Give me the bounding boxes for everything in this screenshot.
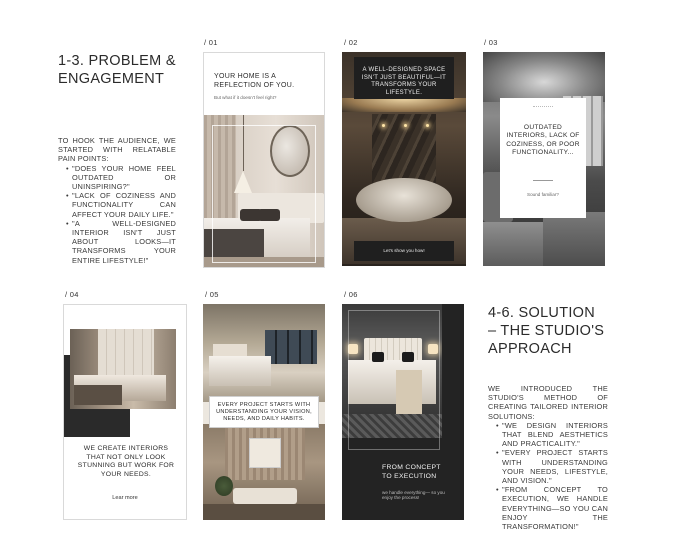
section-2-intro: WE INTRODUCED THE STUDIO'S METHOD OF CREATING TAILORED INTERIOR SOLUTIONS: <box>488 384 608 421</box>
section-1-bullet: • "LACK OF COZINESS AND FUNCTIONALITY CAN AFFECT YOUR DAILY LIFE." <box>66 191 176 219</box>
section-2-bullet: • "FROM CONCEPT TO EXECUTION, WE HANDLE EVERYTHING—SO YOU CAN ENJOY THE TRANSFORMATION!" <box>496 485 608 531</box>
cta-panel[interactable] <box>354 241 454 261</box>
wall-panel-image <box>98 329 154 375</box>
slide-title: WE CREATE INTERIORS THAT NOT ONLY LOOK STUNNING BUT WORK FOR YOUR NEEDS. <box>77 445 175 478</box>
section-2-title-line-2: – THE STUDIO'S <box>488 323 605 339</box>
card-number: / 05 <box>205 290 219 299</box>
section-1-intro: TO HOOK THE AUDIENCE, WE STARTED WITH RELATABLE PAIN POINTS: <box>58 136 176 164</box>
slide-card-06[interactable] <box>342 304 464 520</box>
sofa-image <box>233 488 297 504</box>
sofa-image <box>543 212 605 266</box>
card-number: / 06 <box>344 290 358 299</box>
plant-image <box>215 476 233 496</box>
ceiling-image <box>483 52 605 102</box>
message-panel <box>500 98 586 218</box>
section-2-title <box>488 304 604 358</box>
section-1-bullet: • "A WELL-DESIGNED INTERIOR ISN'T JUST ABOUT LOOKS—IT TRANSFORMS YOUR ENTIRE LIFESTYLE!" <box>66 219 176 265</box>
section-2-title-line-3: APPROACH <box>488 341 572 357</box>
slide-card-02[interactable] <box>342 52 466 266</box>
slide-subtitle: But what if it doesn't feel right? <box>214 95 277 100</box>
slide-subtitle: Sound familiar? <box>527 192 559 197</box>
window-image <box>265 330 317 364</box>
section-2-bullet: • "EVERY PROJECT STARTS WITH UNDERSTANDING YOUR NEEDS, LIFESTYLE, AND VISION." <box>496 448 608 485</box>
section-2-body <box>488 384 608 531</box>
bed-image <box>209 356 271 386</box>
slide-card-03[interactable] <box>483 52 605 266</box>
blanket-image <box>74 385 122 405</box>
slide-title: A WELL-DESIGNED SPACE ISN'T JUST BEAUTIFUL—IT TRANSFORMS YOUR LIFESTYLE. <box>361 67 447 96</box>
spotlight-image <box>426 124 429 127</box>
slide-title: YOUR HOME IS A REFLECTION OF YOU. <box>214 73 295 89</box>
divider <box>533 180 553 181</box>
ceiling-light-image <box>342 98 466 112</box>
section-2-bullet-list <box>488 421 608 531</box>
slide-title: OUTDATED INTERIORS, LACK OF COZINESS, OR POOR FUNCTIONALITY... <box>506 124 580 157</box>
spotlight-image <box>382 124 385 127</box>
decorative-dots <box>533 106 553 107</box>
section-1-title-line-1: 1-3. PROBLEM & <box>58 53 176 69</box>
wall-art-image <box>249 438 281 468</box>
card-number: / 04 <box>65 290 79 299</box>
round-bed-image <box>356 178 452 222</box>
section-2-title-line-1: 4-6. SOLUTION <box>488 305 596 321</box>
frame-outline <box>212 125 316 263</box>
section-1-bullet-list <box>58 164 176 265</box>
section-1-body <box>58 136 176 265</box>
section-1-title-line-2: ENGAGEMENT <box>58 71 165 87</box>
section-1-title <box>58 52 176 88</box>
slide-card-05[interactable] <box>203 304 325 520</box>
frame-outline <box>348 310 440 450</box>
section-1-bullet: • "DOES YOUR HOME FEEL OUTDATED OR UNINSPIRING?" <box>66 164 176 192</box>
spotlight-image <box>404 124 407 127</box>
rug-image <box>203 504 325 520</box>
card-number: / 03 <box>484 38 498 47</box>
card-number: / 02 <box>344 38 358 47</box>
learn-more-link[interactable]: Lear more <box>112 495 138 501</box>
slide-card-01[interactable] <box>203 52 325 268</box>
slide-card-04[interactable] <box>63 304 187 520</box>
title-panel <box>354 57 454 99</box>
card-number: / 01 <box>204 38 218 47</box>
section-2-bullet: • "WE DESIGN INTERIORS THAT BLEND AESTHETICS AND PRACTICALITY." <box>496 421 608 449</box>
slide-subtitle: we handle everything— so you enjoy the process! <box>382 490 445 500</box>
slide-subtitle: Let's show you how! <box>383 248 425 253</box>
slide-title: FROM CONCEPT TO EXECUTION <box>382 464 441 480</box>
message-panel <box>209 396 319 428</box>
slide-title: EVERY PROJECT STARTS WITH UNDERSTANDING YOUR VISION, NEEDS, AND DAILY HABITS. <box>216 402 312 422</box>
